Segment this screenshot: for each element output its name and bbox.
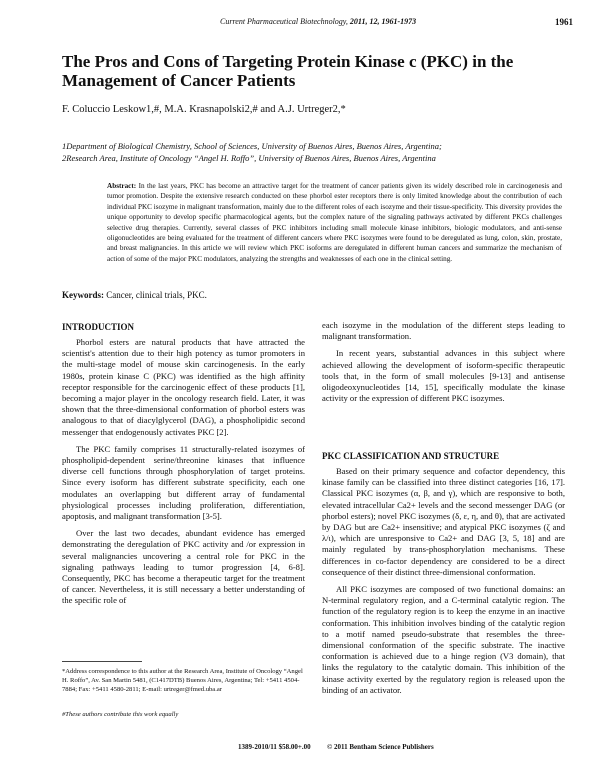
- abstract: [107, 181, 562, 264]
- equal-contribution-footnote: #These authors contribute this work equally: [62, 711, 179, 718]
- section-heading-classification: PKC CLASSIFICATION AND STRUCTURE: [322, 451, 500, 461]
- intro-paragraph-3: Over the last two decades, abundant evidence has emerged demonstrating the deregulation of PKC activity and /or expression in several malignancies uncovering a central role for PKC in the signaling pathways leading to tumor progression [4, 6-8]. Consequently, PKC has become a therapeutic target for the treatment of cancer. Nevertheless, it is still necessary a better understanding of the specific role of: [62, 528, 305, 606]
- right-paragraph-recent: In recent years, substantial advances in this subject where achieved allowing the development of isoform-specific therapeutic tools that, in the form of small molecules [9-13] and antisense oligodeoxynucleotides [14, 15], specifically modulate the kinase activity or the expression of different PKC isozymes.: [322, 348, 565, 404]
- keywords: [62, 290, 207, 300]
- copyright-notice: © 2011 Bentham Science Publishers: [327, 743, 434, 751]
- right-paragraph-continued: each isozyme in the modulation of the different steps leading to malignant transformation.: [322, 320, 565, 342]
- correspondence-footnote: *Address correspondence to this author at the Research Area, Institute of Oncology “Angel H. Roffo”, Av. San Martin 5481, (C1417DTB) Buenos Aires, Argentina; Tel: +5411 4504-7884; Fax: +5411 4580-2811; E-mail: urtreger@fmed.uba.ar: [62, 668, 303, 693]
- keywords-label: Keywords:: [62, 290, 104, 300]
- intro-paragraph-2: The PKC family comprises 11 structurally-related isozymes of phospholipid-dependent serine/threonine kinases that influence diverse cell functions through phosphorylation of target proteins. Since every isoform has different substrate specificity, each one modulates an overlapping but different array of fundamental physiological processes including proliferation, differentiation, apoptosis, and malignant transformation [3-5].: [62, 443, 305, 522]
- journal-name: Current Pharmaceutical Biotechnology,: [220, 17, 348, 26]
- right-column-top: [322, 320, 565, 410]
- abstract-text: In the last years, PKC has become an attractive target for the treatment of cancer patients given its widely described role in carcinogenesis and tumor promotion. Despite the extensive research conducted on these phorbol ester receptors there is only limited knowledge about the contribution of each individual PKC isozyme in malignant transformation, mainly due to the different roles of each isozyme and their tissue-specificity. This diversity provides the unique opportunity to develop specific pharmacological agents, but the complex nature of the signaling pathways activated by different PKCs challenges selective drug therapies. Currently, several classes of PKC inhibitors including small molecule kinase inhibitors, biologic modulators, and anti-sense oligonucleotides are being evaluated for the treatment of different cancers where PKC isozymes were found to be deregulated as lung, colon, skin, prostate, and breast malignancies. In this article we will review which PKC isoforms are deregulated in different human cancers and summarize the mechanism of action of some of the major PKC modulators, analyzing the strengths and weaknesses of each one in the clinical setting.: [107, 182, 563, 263]
- footnote-rule: [62, 661, 142, 662]
- classification-paragraph: Based on their primary sequence and cofactor dependency, this kinase family can be classified into three distinct categories [16, 17]. Classical PKC isozymes (α, β, and γ), which are responsive to both, elevated intracellular Ca2+ levels and the second messenger DAG (or phorbol esters); novel PKC isozymes (δ, ε, η, and θ), that are activated by DAG but are Ca2+ insensitive; and atypical PKC isozymes (ζ and λ/ι), which are unresponsive to Ca2+ and DAG [3, 5, 18] and are mainly regulated by trans-phosphorylation mechanisms. These differences in co-factor dependency are considered to be a direct consequence of their distinct three-dimensional conformation.: [322, 466, 565, 577]
- page-number: 1961: [555, 17, 573, 27]
- domains-paragraph: All PKC isozymes are composed of two functional domains: an N-terminal regulatory region, and a C-terminal catalytic region. The function of the regulatory region is to keep the enzyme in an inactive conformation. This inhibition involves binding of the catalytic region to a motif named pseudo-substrate that resembles the three-dimensional conformation of the specific substrate. The inactive conformation is achieved due to a hinge region (V3 domain), that links the regulatory to the catalytic domain. This inhibition of the kinase activity exerted by the regulatory region is released upon the binding of an activator.: [322, 584, 565, 695]
- author-list: F. Coluccio Leskow1,#, M.A. Krasnapolski2,# and A.J. Urtreger2,*: [62, 104, 346, 115]
- keywords-text: Cancer, clinical trials, PKC.: [106, 290, 207, 300]
- issn-price: 1389-2010/11 $58.00+.00: [238, 743, 311, 751]
- affiliations: [62, 140, 562, 164]
- paper-title: The Pros and Cons of Targeting Protein Kinase c (PKC) in the Management of Cancer Patients: [62, 52, 514, 90]
- right-column-body: [322, 466, 565, 702]
- section-heading-introduction: INTRODUCTION: [62, 322, 135, 332]
- abstract-label: Abstract:: [107, 182, 137, 190]
- affiliation-2: 2Research Area, Institute of Oncology “Angel H. Roffo”, University of Buenos Aires, Buenos Aires, Argentina: [62, 153, 436, 163]
- left-column-body: [62, 337, 305, 613]
- journal-citation: [220, 17, 416, 26]
- journal-volume: 2011, 12, 1961-1973: [349, 17, 417, 26]
- intro-paragraph-1: Phorbol esters are natural products that have attracted the scientist's attention due to their high potency as tumor promoters in the multi-stage model of mouse skin carcinogenesis. In the early 1980s, protein kinase C (PKC) was identified as the high affinity receptor responsible for the carcinogenic effect of these products [1], becoming a major player in the oncology research field. Later, it was shown that the three-dimensional conformation of phorbol esters was analogous to that of diacylglycerol (DAG), a phospholipidic second messenger that endogenously activates PKC [2].: [62, 337, 305, 437]
- affiliation-1: 1Department of Biological Chemistry, School of Sciences, University of Buenos Aires, Buenos Aires, Argentina;: [62, 141, 442, 151]
